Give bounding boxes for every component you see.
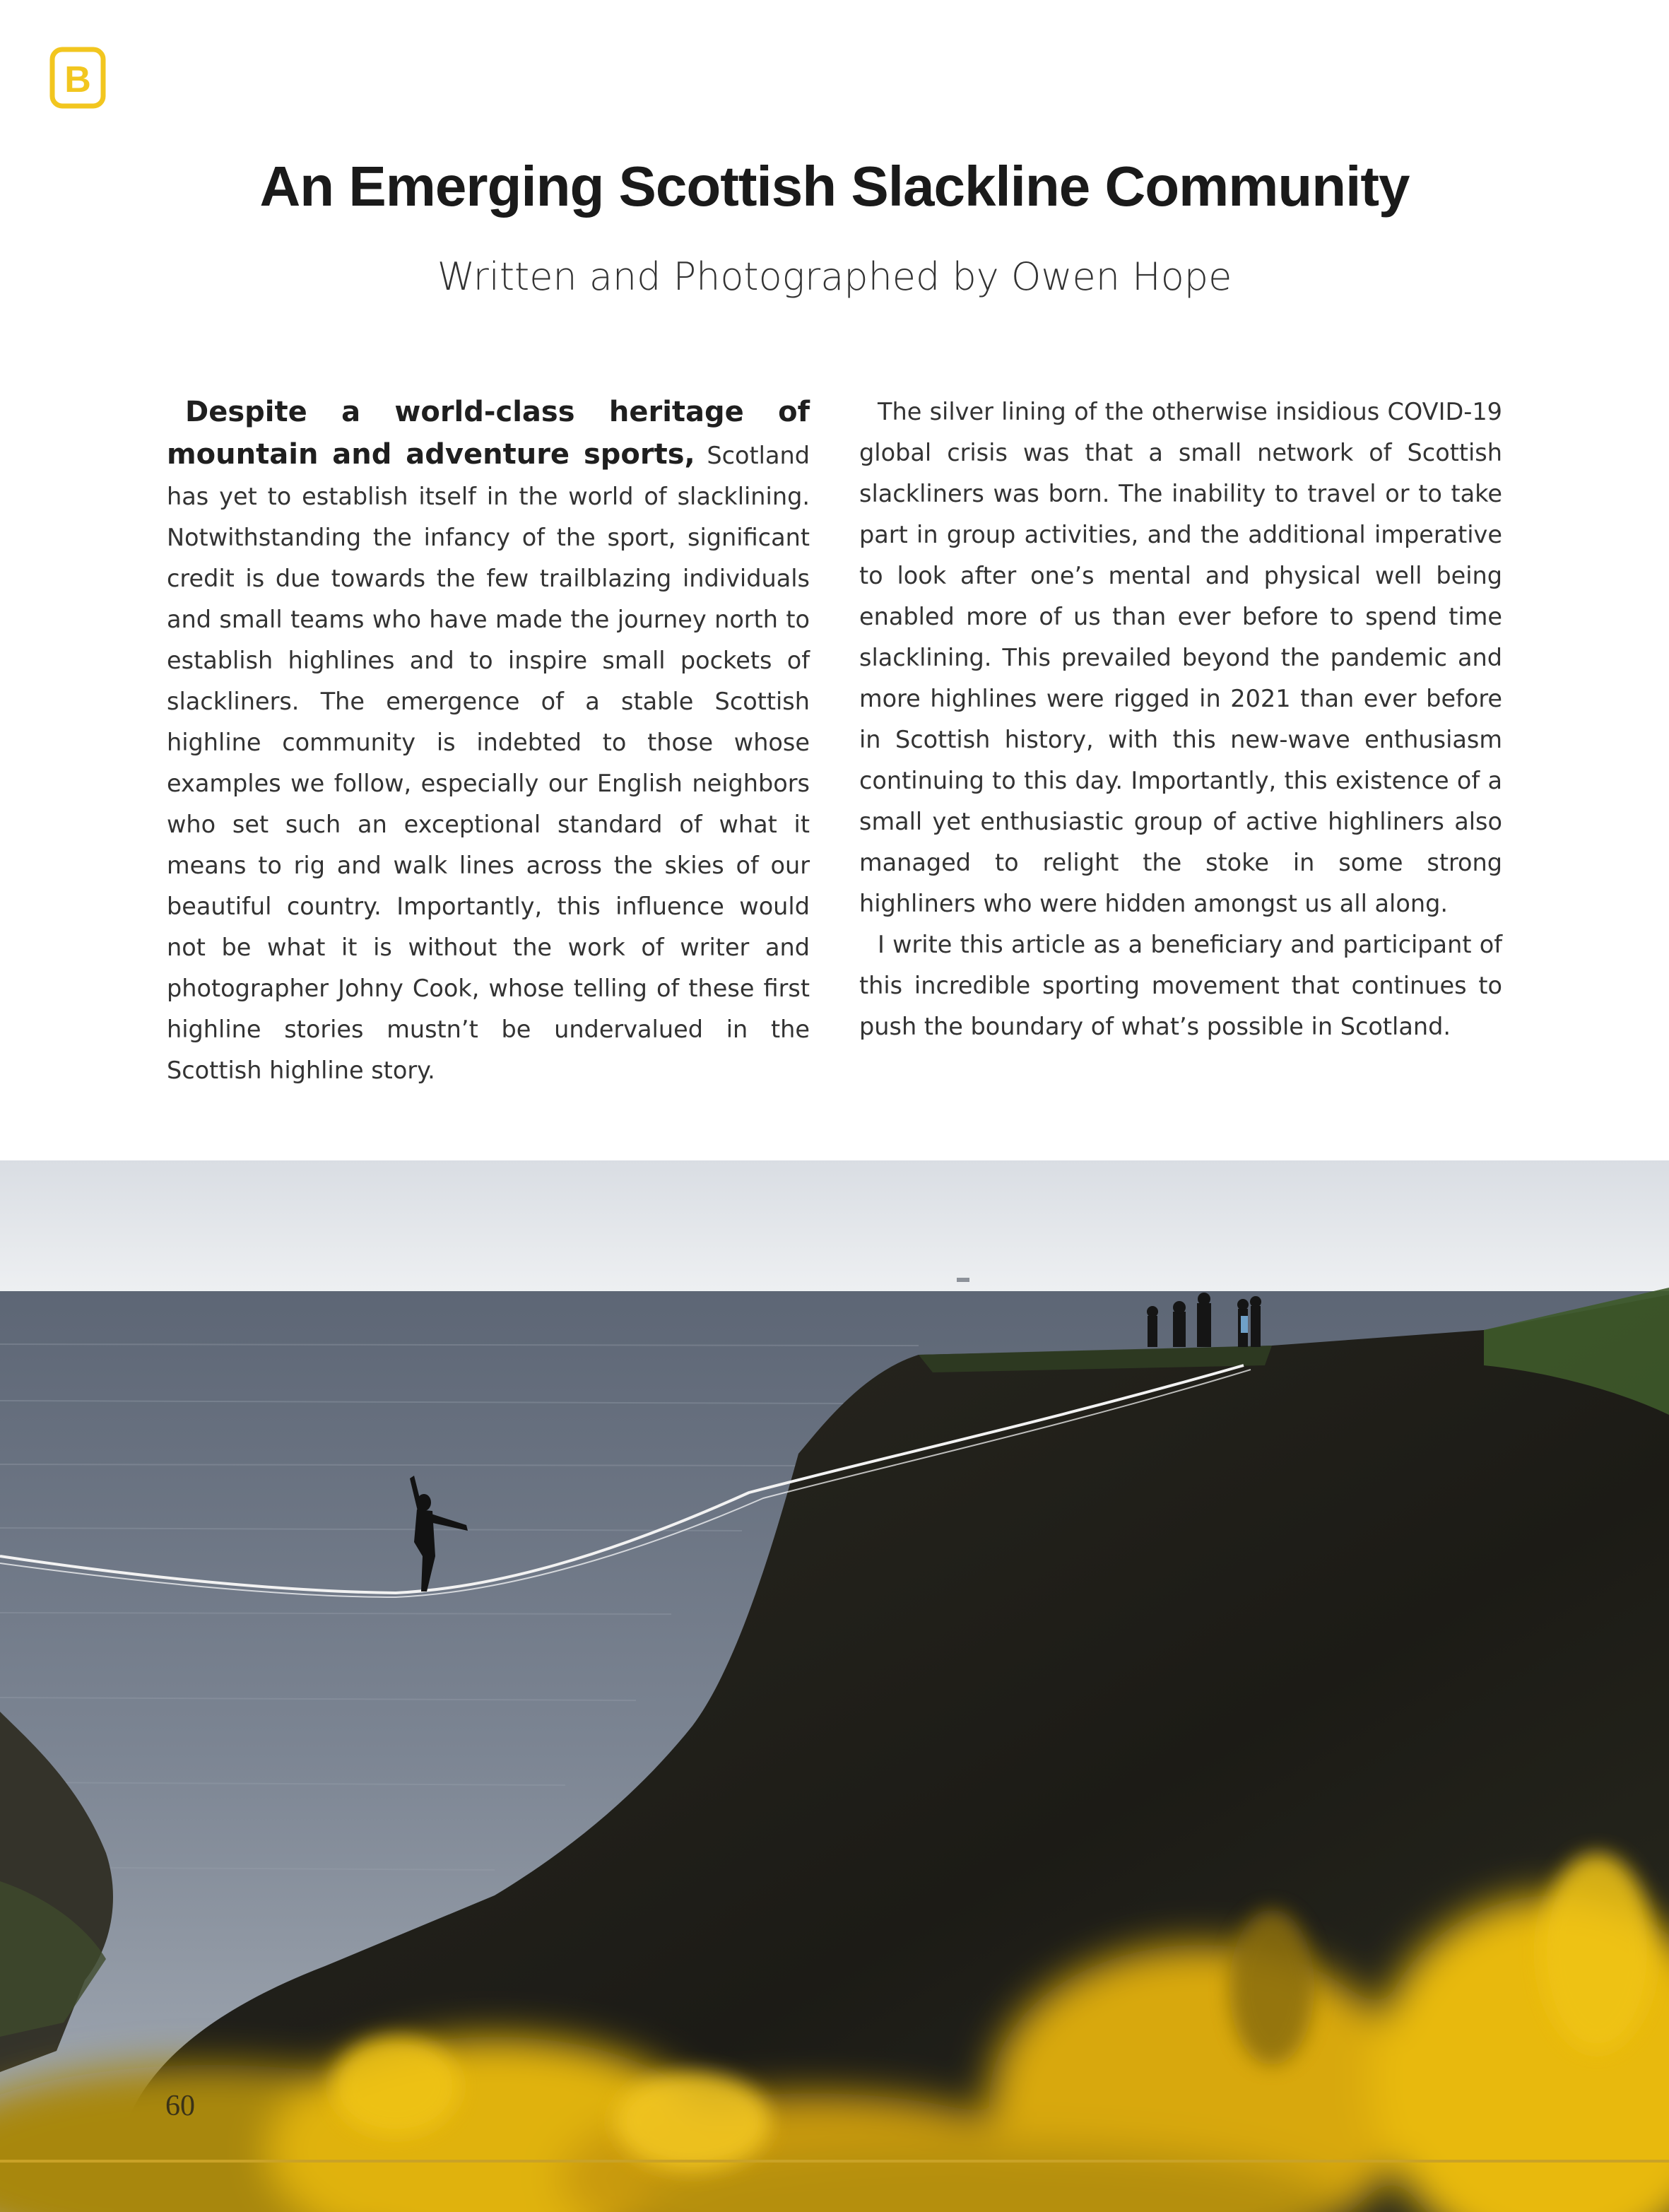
logo-letter: B [64,59,91,100]
article-title: An Emerging Scottish Slackline Community [259,155,1410,218]
highline-photograph [0,1160,1669,2212]
right-paragraph-2: I write this article as a beneficiary and participant of this incredible sporting movement that continues to push the boundary of what’s possible in Scotland. [859,931,1502,1040]
article-column-right [859,392,1502,1047]
logo-badge-icon [49,47,106,114]
left-column-body: Scotland has yet to establish itself in the world of slacklining. Notwithstanding the infancy of the sport, significant credit is due towards the few trailblazing individuals and small teams who have made the journey north to establish highlines and to inspire small pockets of slackliners. The emergence of a stable Scottish highline community is indebted to those whose examples we follow, especially our English neighbors who set such an exceptional standard of what it means to rig and walk lines across the skies of our beautiful country. Importantly, this influence would not be what it is without the work of writer and photographer Johny Cook, whose telling of these first highline stories mustn’t be undervalued in the Scottish highline story. [167,442,810,1084]
page-number: 60 [165,2090,195,2122]
article-lead-in: Despite a world-class heritage of mountain and adventure sports, [167,396,810,471]
right-paragraph-1: The silver lining of the otherwise insidious COVID-19 global crisis was that a small network of Scottish slackliners was born. The inability to travel or to take part in group activities, and the additional imperative to look after one’s mental and physical well being enabled more of us than ever before to spend time slacklining. This prevailed beyond the pandemic and more highlines were rigged in 2021 than ever before in Scottish history, with this new-wave enthusiasm continuing to this day. Importantly, this existence of a small yet enthusiastic group of active highliners also managed to relight the stoke in some strong highliners who were hidden amongst us all along. [859,398,1502,917]
article-column-left [167,392,810,1091]
magazine-logo [49,47,106,114]
footer-rule [0,2160,1669,2163]
article-byline: Written and Photographed by Owen Hope [437,254,1232,299]
